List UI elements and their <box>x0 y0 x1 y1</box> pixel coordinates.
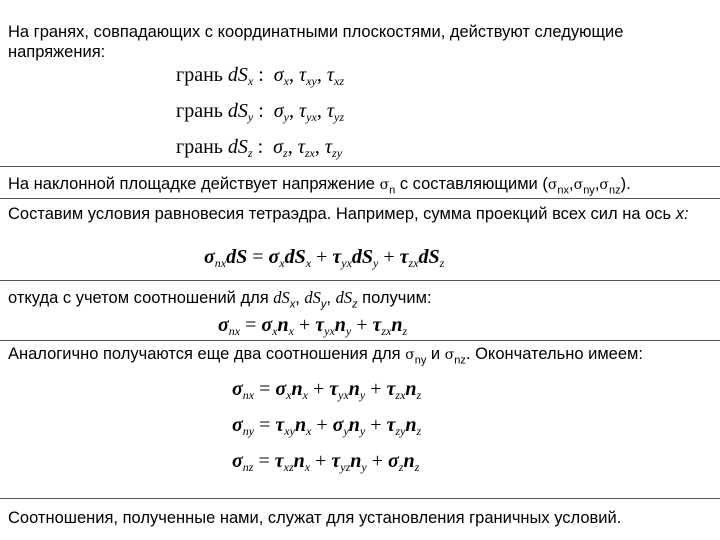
system-equation-1 <box>232 378 421 403</box>
projection-equation <box>204 246 444 271</box>
formula-symbol: = <box>254 378 276 400</box>
formula-symbol: y <box>343 424 349 438</box>
relations-paragraph: откуда с учетом соотношений для $dS_x$, $dS_y$, $dS_z$ получим: <box>8 288 432 311</box>
result-equation <box>218 314 407 339</box>
formula-symbol: x <box>272 324 278 338</box>
formula-symbol: y <box>373 256 379 270</box>
formula-symbol: τ <box>332 246 342 268</box>
formula-symbol: dS <box>351 246 374 268</box>
formula-symbol: z <box>414 460 420 474</box>
formula-symbol: x <box>304 460 311 474</box>
face-word: грань <box>176 136 223 158</box>
formula-symbol: + <box>310 450 332 472</box>
intro-paragraph: На гранях, совпадающих с координатными плоскостями, действуют следующие напряжения: <box>8 23 624 61</box>
formula-symbol: x <box>247 74 254 88</box>
formula-symbol: yx <box>338 388 349 402</box>
formula-symbol: τ <box>399 246 409 268</box>
formula-symbol: x <box>305 256 312 270</box>
formula-symbol: z <box>402 324 408 338</box>
formula-symbol: zx <box>381 324 392 338</box>
formula-symbol: σ <box>332 414 344 436</box>
divider <box>0 498 720 499</box>
formula-symbol: n <box>348 414 360 436</box>
formula-symbol: σ <box>387 450 399 472</box>
divider <box>0 280 720 281</box>
formula-symbol: y <box>247 110 254 124</box>
formula-symbol: nx <box>228 324 241 338</box>
formula-symbol: + <box>378 246 400 268</box>
formula-symbol: dS <box>227 136 248 158</box>
formula-symbol: + <box>351 314 373 336</box>
formula-symbol: τ <box>386 414 396 436</box>
formula-symbol: + <box>365 378 387 400</box>
face-x-equation: грань $dS_x$ : $\sigma_x$, $\tau_{xy}$, $\tau_{xz}$ <box>176 64 344 88</box>
formula-symbol: xz <box>334 74 344 88</box>
formula-symbol: τ <box>324 136 333 158</box>
inclined-plane-paragraph: На наклонной площадке действует напряжение $\sigma_n$ с составляющими $(\sigma_{nx},\sigma_{ny},\sigma_{nz})$. <box>8 175 631 197</box>
formula-symbol: yx <box>324 324 335 338</box>
formula-symbol: xy <box>284 424 295 438</box>
formula-symbol: : <box>258 100 264 122</box>
formula-symbol: z <box>416 424 422 438</box>
formula-symbol: n <box>334 314 346 336</box>
formula-symbol: σ <box>261 314 273 336</box>
formula-symbol: zy <box>395 424 406 438</box>
formula-symbol: σ <box>218 314 229 336</box>
formula-symbol: yx <box>341 256 352 270</box>
formula-symbol: y <box>345 324 352 338</box>
formula-symbol: = <box>247 246 269 268</box>
formula-symbol: x <box>286 388 292 402</box>
system-equation-2 <box>232 414 421 439</box>
formula-symbol: = <box>254 414 276 436</box>
formula-symbol: τ <box>315 314 325 336</box>
formula-symbol: y <box>359 388 366 402</box>
formula-symbol: τ <box>326 100 334 122</box>
formula-symbol: τ <box>275 414 285 436</box>
formula-symbol: τ <box>326 64 334 86</box>
formula-symbol: n <box>293 450 305 472</box>
formula-symbol: + <box>366 450 388 472</box>
analogous-paragraph: Аналогично получаются еще два соотношения для $\sigma_{ny}$ и $\sigma_{nz}$. Окончательно имеем: <box>8 345 643 367</box>
formula-symbol: σ <box>232 414 243 436</box>
formula-symbol: y <box>359 424 366 438</box>
formula-symbol: z <box>283 146 288 160</box>
formula-symbol: x <box>279 256 285 270</box>
formula-symbol: nx <box>242 388 255 402</box>
formula-symbol: yz <box>340 460 351 474</box>
divider <box>0 198 720 199</box>
face-z-equation: грань $dS_z$ : $\sigma_z$, $\tau_{zx}$, $\tau_{zy}$ <box>176 136 343 160</box>
formula-symbol: τ <box>299 100 307 122</box>
formula-symbol: zy <box>332 146 343 160</box>
formula-symbol: n <box>403 450 415 472</box>
formula-symbol: σ <box>232 450 243 472</box>
formula-symbol: τ <box>331 450 341 472</box>
divider <box>0 340 720 341</box>
formula-symbol: + <box>311 246 333 268</box>
formula-symbol: + <box>293 314 316 336</box>
formula-symbol: σ <box>275 378 287 400</box>
formula-symbol: τ <box>297 136 305 158</box>
formula-symbol: n <box>348 378 360 400</box>
formula-symbol: n <box>350 450 362 472</box>
formula-symbol: dS <box>227 100 248 122</box>
formula-symbol: + <box>311 414 333 436</box>
formula-symbol: x <box>283 74 289 88</box>
formula-symbol: x <box>288 324 294 338</box>
formula-symbol: = <box>240 314 262 336</box>
equilibrium-paragraph: Составим условия равновесия тетраэдра. Например, сумма проекций всех сил на ось x: <box>8 205 689 223</box>
formula-symbol: σ <box>273 136 284 158</box>
formula-symbol: τ <box>386 378 396 400</box>
face-word: грань <box>176 64 223 86</box>
formula-symbol: xz <box>283 460 294 474</box>
formula-symbol: z <box>416 388 422 402</box>
formula-symbol: τ <box>274 450 284 472</box>
formula-symbol: n <box>277 314 289 336</box>
formula-symbol: yz <box>334 110 344 124</box>
formula-symbol: = <box>253 450 275 472</box>
conclusion-paragraph: Соотношения, полученные нами, служат для установления граничных условий. <box>8 509 622 527</box>
formula-symbol: σ <box>204 246 215 268</box>
formula-symbol: z <box>439 256 445 270</box>
formula-symbol: ny <box>242 424 255 438</box>
formula-symbol: xy <box>306 74 317 88</box>
divider <box>0 166 720 167</box>
formula-symbol: yx <box>306 110 317 124</box>
system-equation-3 <box>232 450 419 475</box>
formula-symbol: dS <box>418 246 440 268</box>
formula-symbol: τ <box>372 314 382 336</box>
formula-symbol: x <box>302 388 308 402</box>
formula-symbol: zx <box>408 256 419 270</box>
formula-symbol: z <box>398 460 404 474</box>
formula-symbol: n <box>405 414 417 436</box>
formula-symbol: σ <box>273 100 284 122</box>
formula-symbol: y <box>283 110 289 124</box>
formula-symbol: dS <box>227 64 248 86</box>
face-word: грань <box>176 100 223 122</box>
formula-symbol: zx <box>395 388 406 402</box>
formula-symbol: dS <box>226 246 248 268</box>
formula-symbol: τ <box>329 378 339 400</box>
formula-symbol: nx <box>214 256 227 270</box>
formula-symbol: x <box>306 424 312 438</box>
formula-symbol: σ <box>268 246 280 268</box>
formula-symbol: dS <box>284 246 306 268</box>
face-y-equation: грань $dS_y$ : $\sigma_y$, $\tau_{yx}$, $\tau_{yz}$ <box>176 100 344 124</box>
formula-symbol: n <box>391 314 403 336</box>
formula-symbol: z <box>247 146 253 160</box>
formula-symbol: : <box>257 136 264 158</box>
formula-symbol: σ <box>273 64 284 86</box>
formula-symbol: n <box>291 378 303 400</box>
formula-symbol: n <box>294 414 307 436</box>
formula-symbol: y <box>361 460 367 474</box>
formula-symbol: σ <box>232 378 243 400</box>
formula-symbol: τ <box>299 64 307 86</box>
formula-symbol: + <box>365 414 387 436</box>
formula-symbol: nz <box>242 460 254 474</box>
formula-symbol: n <box>405 378 417 400</box>
formula-symbol: zx <box>304 146 315 160</box>
formula-symbol: : <box>258 64 264 86</box>
formula-symbol: + <box>307 378 330 400</box>
